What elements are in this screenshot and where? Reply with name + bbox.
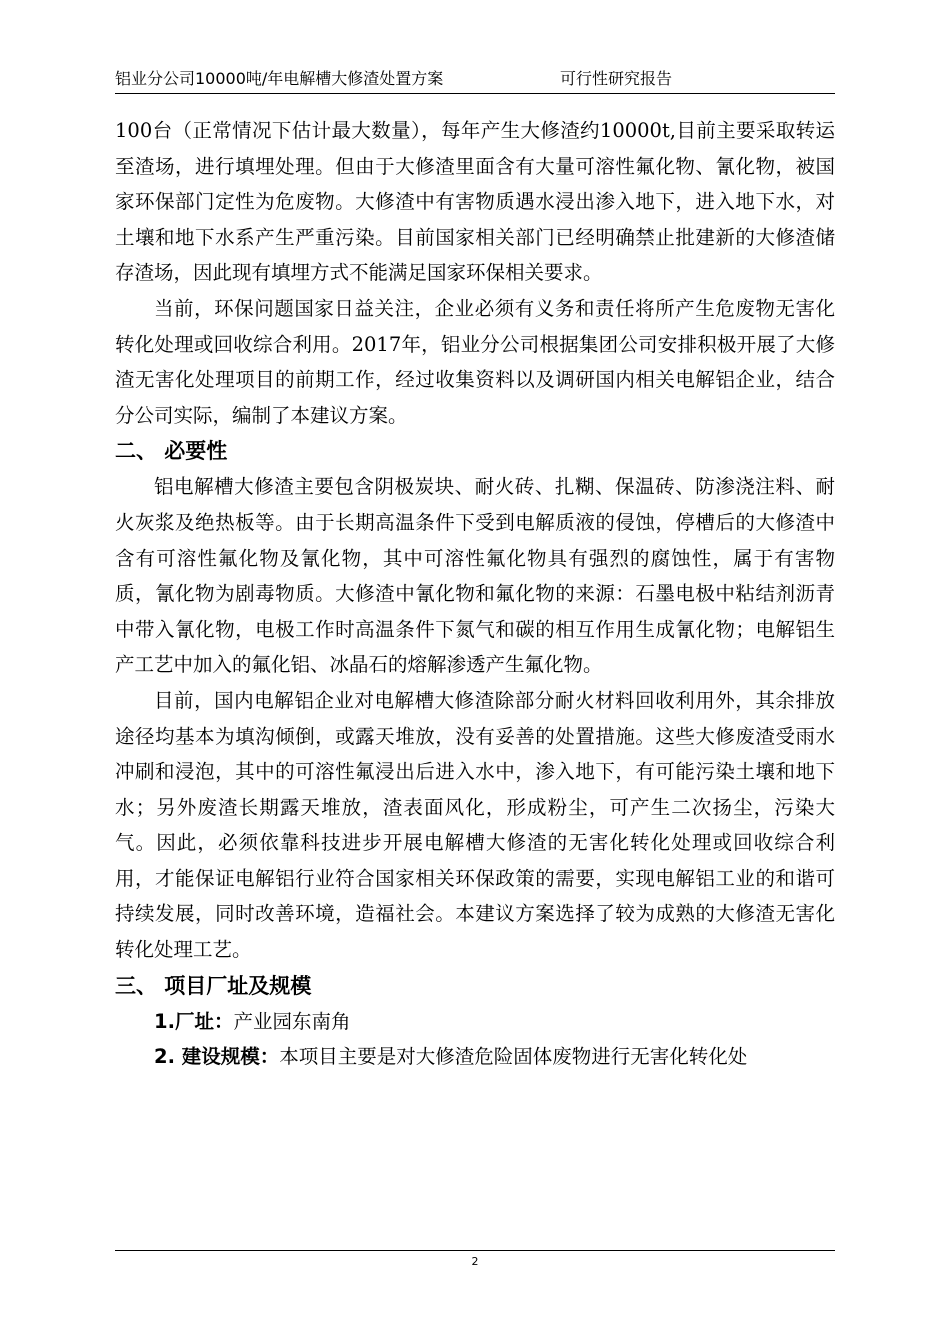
item-scale-label: 2. 建设规模： [154, 1045, 280, 1069]
section-heading-necessity: 二、 必要性 [115, 439, 228, 464]
item-site [115, 1004, 835, 1040]
item-site-label: 1.厂址： [154, 1009, 234, 1033]
footer-divider [115, 1250, 835, 1251]
paragraph-composition: 铝电解槽大修渣主要包含阴极炭块、耐火砖、扎糊、保温砖、防渗浇注料、耐火灰浆及绝热板等。由于长期高温条件下受到电解质液的侵蚀，停槽后的大修渣中含有可溶性氟化物及氰化物，其中可溶性氟化物具有强烈的腐蚀性，属于有害物质，氰化物为剧毒物质。大修渣中氰化物和氟化物的来源：石墨电极中粘结剂沥青中带入氰化物，电极工作时高温条件下氮气和碳的相互作用生成氰化物；电解铝生产工艺中加入的氟化铝、冰晶石的熔解渗透产生氟化物。 [115, 475, 835, 677]
item-site-text: 产业园东南角 [233, 1009, 351, 1033]
section-heading-site-scale: 三、 项目厂址及规模 [115, 973, 312, 998]
item-scale [115, 1039, 835, 1075]
header-report-type: 可行性研究报告 [560, 69, 673, 88]
document-body [115, 113, 835, 1075]
paragraph-current-situation: 当前，环保问题国家日益关注，企业必须有义务和责任将所产生危废物无害化转化处理或回收综合利用。2017年，铝业分公司根据集团公司安排积极开展了大修渣无害化处理项目的前期工作，经过收集资料以及调研国内相关电解铝企业，结合分公司实际，编制了本建议方案。 [115, 296, 835, 427]
page-header [115, 66, 835, 92]
header-document-title: 铝业分公司10000吨/年电解槽大修渣处置方案 [115, 69, 444, 88]
page-number: 2 [471, 1255, 479, 1268]
header-divider [115, 93, 835, 94]
item-scale-text: 本项目主要是对大修渣危险固体废物进行无害化转化处 [279, 1045, 748, 1069]
paragraph-landfill-status: 100台（正常情况下估计最大数量），每年产生大修渣约10000t,目前主要采取转运至渣场，进行填埋处理。但由于大修渣里面含有大量可溶性氟化物、氰化物，被国家环保部门定性为危废物。大修渣中有害物质遇水浸出渗入地下，进入地下水，对土壤和地下水系产生严重污染。目前国家相关部门已经明确禁止批建新的大修渣储存渣场，因此现有填埋方式不能满足国家环保相关要求。 [115, 119, 835, 285]
paragraph-domestic-practice: 目前，国内电解铝企业对电解槽大修渣除部分耐火材料回收利用外，其余排放途径均基本为填沟倾倒，或露天堆放，没有妥善的处置措施。这些大修废渣受雨水冲刷和浸泡，其中的可溶性氟浸出后进入水中，渗入地下，有可能污染土壤和地下水；另外废渣长期露天堆放，渣表面风化，形成粉尘，可产生二次扬尘，污染大气。因此，必须依靠科技进步开展电解槽大修渣的无害化转化处理或回收综合利用，才能保证电解铝行业符合国家相关环保政策的需要，实现电解铝工业的和谐可持续发展，同时改善环境，造福社会。本建议方案选择了较为成熟的大修渣无害化转化处理工艺。 [115, 688, 835, 962]
